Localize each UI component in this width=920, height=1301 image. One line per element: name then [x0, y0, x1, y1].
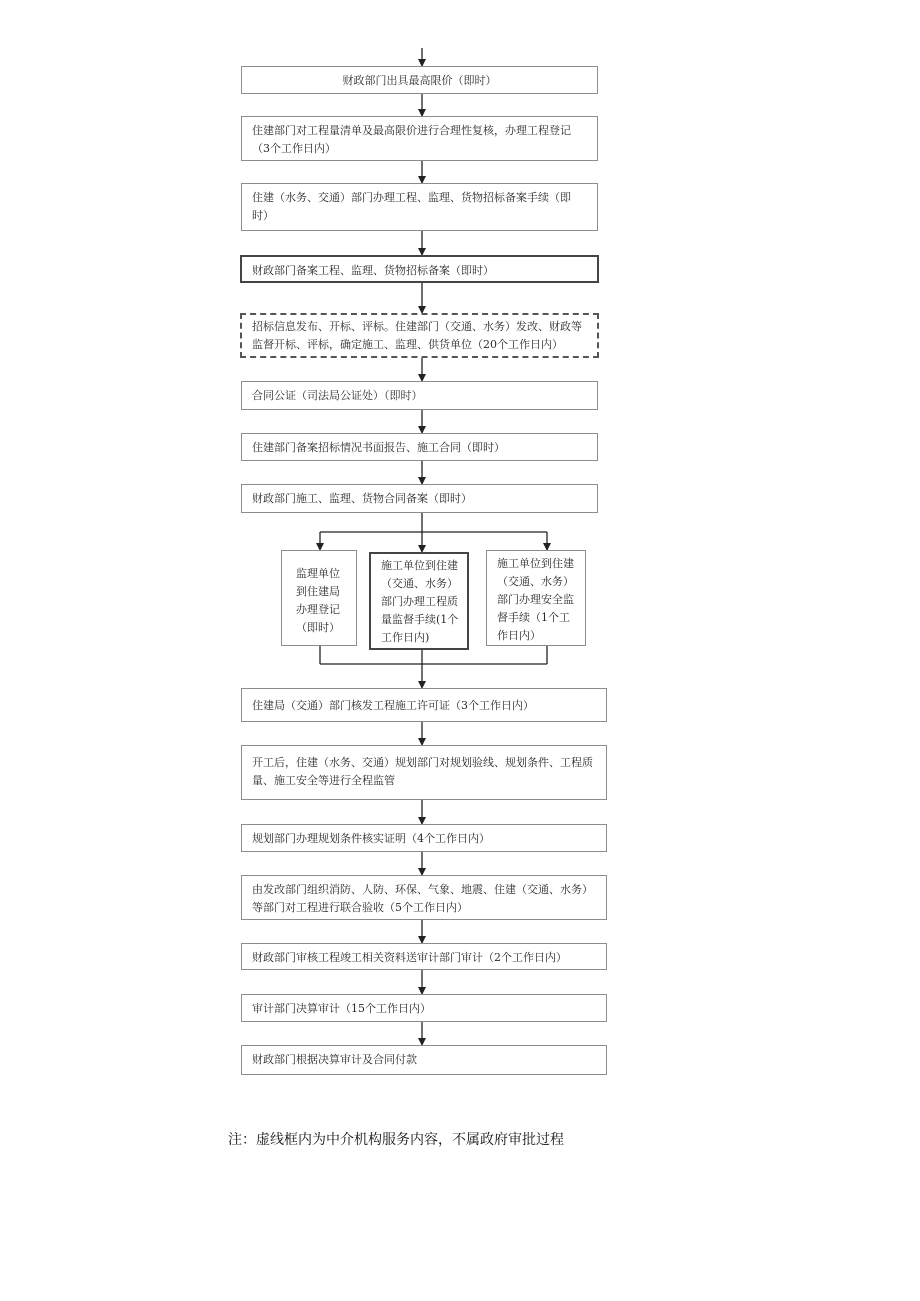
step-planning-verification: 规划部门办理规划条件核实证明（4个工作日内） [241, 824, 607, 852]
step-tender-intermediary: 招标信息发布、开标、评标。住建部门（交通、水务）发改、财政等监督开标、评标，确定施工、监理、供货单位（20个工作日内） [240, 313, 599, 358]
step-joint-acceptance: 由发改部门组织消防、人防、环保、气象、地震、住建（交通、水务）等部门对工程进行联合验收（5个工作日内） [241, 875, 607, 920]
step-housing-review: 住建部门对工程量清单及最高限价进行合理性复核，办理工程登记（3个工作日内） [241, 116, 598, 161]
step-completion-audit-review: 财政部门审核工程竣工相关资料送审计部门审计（2个工作日内） [241, 943, 607, 970]
branch-supervision-registration: 监理单位到住建局办理登记（即时） [281, 550, 357, 646]
step-final-audit: 审计部门决算审计（15个工作日内） [241, 994, 607, 1022]
step-contract-notarization: 合同公证（司法局公证处）（即时） [241, 381, 598, 410]
footnote: 注：虚线框内为中介机构服务内容，不属政府审批过程 [228, 1132, 564, 1148]
branch-safety-supervision: 施工单位到住建（交通、水务）部门办理安全监督手续（1个工作日内） [486, 550, 586, 646]
step-finance-max-price: 财政部门出具最高限价（即时） [241, 66, 598, 94]
step-finance-bid-filing: 财政部门备案工程、监理、货物招标备案（即时） [240, 255, 599, 283]
step-tender-report-filing: 住建部门备案招标情况书面报告、施工合同（即时） [241, 433, 598, 461]
step-construction-permit: 住建局（交通）部门核发工程施工许可证（3个工作日内） [241, 688, 607, 722]
step-bidding-filing-procedure: 住建（水务、交通）部门办理工程、监理、货物招标备案手续（即时） [241, 183, 598, 231]
branch-quality-supervision: 施工单位到住建（交通、水务）部门办理工程质量监督手续(1个工作日内) [369, 552, 469, 650]
step-finance-contract-filing: 财政部门施工、监理、货物合同备案（即时） [241, 484, 598, 513]
step-payment: 财政部门根据决算审计及合同付款 [241, 1045, 607, 1075]
step-full-supervision: 开工后，住建（水务、交通）规划部门对规划验线、规划条件、工程质量、施工安全等进行全程监管 [241, 745, 607, 800]
